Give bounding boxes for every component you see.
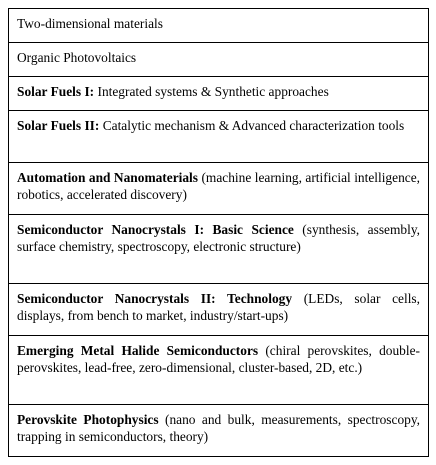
topic-title: Semiconductor Nanocrystals II: Technology — [17, 291, 293, 306]
table-row — [9, 215, 429, 284]
topic-description: Integrated systems & Synthetic approaches — [94, 84, 329, 99]
topic-title: Solar Fuels I: — [17, 84, 95, 99]
table-row — [9, 9, 429, 43]
topic-description: Two-dimensional materials — [17, 16, 163, 31]
topic-description: (synthesis, assembly, surface chemistry, spectroscopy, electronic structure) — [17, 222, 420, 254]
table-row — [9, 77, 429, 111]
table-row — [9, 111, 429, 163]
table-row — [9, 163, 429, 215]
table-cell — [9, 405, 429, 457]
topics-table-body — [9, 9, 429, 457]
topic-description: (machine learning, artificial intelligence, robotics, accelerated discovery) — [17, 170, 421, 202]
table-row — [9, 43, 429, 77]
topic-title: Automation and Nanomaterials — [17, 170, 198, 185]
table-cell — [9, 284, 429, 336]
table-cell — [9, 77, 429, 111]
topic-description: (LEDs, solar cells, displays, from bench to market, industry/start-ups) — [17, 291, 420, 323]
topic-description: Catalytic mechanism & Advanced characterization tools — [99, 118, 405, 133]
topic-description: (chiral perovskites, double-perovskites, lead-free, zero-dimensional, cluster-based, 2D, etc.) — [17, 343, 420, 375]
table-cell — [9, 111, 429, 163]
table-row — [9, 284, 429, 336]
table-cell — [9, 215, 429, 284]
topic-description: Organic Photovoltaics — [17, 50, 137, 65]
topic-title: Semiconductor Nanocrystals I: Basic Science — [17, 222, 294, 237]
table-row — [9, 405, 429, 457]
topics-table — [8, 8, 429, 457]
table-row — [9, 336, 429, 405]
topic-title: Perovskite Photophysics — [17, 412, 159, 427]
table-cell — [9, 9, 429, 43]
table-cell — [9, 163, 429, 215]
table-cell — [9, 336, 429, 405]
topic-title: Emerging Metal Halide Semiconductors — [17, 343, 259, 358]
topic-title: Solar Fuels II: — [17, 118, 100, 133]
topic-description: (nano and bulk, measurements, spectroscopy, trapping in semiconductors, theory) — [17, 412, 421, 444]
table-cell — [9, 43, 429, 77]
